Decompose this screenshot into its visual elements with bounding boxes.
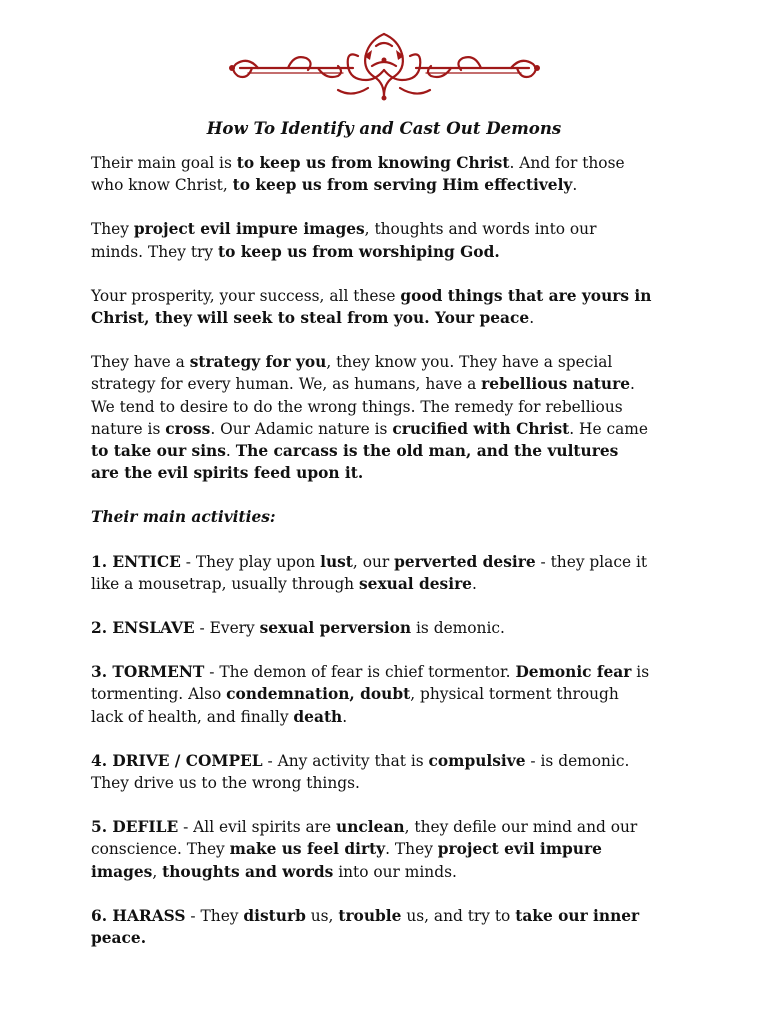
text-run: . xyxy=(471,574,477,593)
text-line xyxy=(91,462,691,484)
list-item-5 xyxy=(91,816,691,883)
bold-text: to take our sins xyxy=(91,442,226,461)
bold-text: The carcass is the old man, and the vultures xyxy=(235,442,619,461)
text-line xyxy=(91,241,691,263)
bold-text: trouble xyxy=(338,906,402,925)
text-run: . xyxy=(225,442,236,461)
text-line xyxy=(91,905,691,927)
text-line xyxy=(91,307,691,329)
list-item-1 xyxy=(91,551,691,595)
bold-text: 6. HARASS xyxy=(91,906,186,925)
text-run: is xyxy=(631,663,650,682)
paragraph-1 xyxy=(91,152,691,196)
text-run: . xyxy=(630,375,635,394)
bold-text: images xyxy=(91,862,153,881)
text-run: - Any activity that is xyxy=(262,751,429,770)
text-run: - They play upon xyxy=(180,552,321,571)
text-run: , xyxy=(152,862,163,881)
text-line xyxy=(91,750,691,772)
text-run: They drive us to the wrong things. xyxy=(91,774,360,793)
text-run: . xyxy=(529,309,535,328)
text-run: , physical torment through xyxy=(410,685,619,704)
text-line xyxy=(91,285,691,307)
bold-text: make us feel dirty xyxy=(229,840,386,859)
bold-text: Their main activities: xyxy=(91,508,276,527)
text-run: . xyxy=(572,176,578,195)
text-line xyxy=(91,373,691,395)
text-run: like a mousetrap, usually through xyxy=(91,574,359,593)
text-run: . xyxy=(342,707,348,726)
bold-text: 4. DRIVE / COMPEL xyxy=(91,751,263,770)
bold-text: 1. ENTICE xyxy=(91,552,181,571)
text-run: - they place it xyxy=(535,552,648,571)
bold-text: compulsive xyxy=(428,751,526,770)
bold-text: strategy for you xyxy=(189,353,327,372)
text-line xyxy=(91,861,691,883)
text-run: lack of health, and finally xyxy=(91,707,294,726)
text-run: conscience. They xyxy=(91,840,230,859)
text-line xyxy=(91,838,691,860)
text-run: strategy for every human. We, as humans, have a xyxy=(91,375,482,394)
bold-text: perverted desire xyxy=(394,552,536,571)
bold-text: Demonic fear xyxy=(515,663,632,682)
text-line xyxy=(91,661,691,683)
bold-text: Christ, they will seek to steal from you. Your peace xyxy=(91,309,530,328)
text-run: . They xyxy=(385,840,438,859)
bold-text: thoughts and words xyxy=(162,862,334,881)
bold-text: 2. ENSLAVE xyxy=(91,619,195,638)
bold-text: 5. DEFILE xyxy=(91,818,179,837)
text-run: We tend to desire to do the wrong things. The remedy for rebellious xyxy=(91,397,623,416)
section-heading xyxy=(91,506,691,528)
text-line xyxy=(91,440,691,462)
text-run: nature is xyxy=(91,419,166,438)
text-run: . And for those xyxy=(509,154,625,172)
text-line xyxy=(91,573,691,595)
text-run: us, xyxy=(305,906,339,925)
text-line xyxy=(91,351,691,373)
paragraph-2 xyxy=(91,218,691,262)
text-run: . He came xyxy=(569,419,648,438)
paragraph-3 xyxy=(91,285,691,329)
text-line xyxy=(91,506,691,528)
text-line xyxy=(91,772,691,794)
text-run: They xyxy=(91,220,134,239)
text-run: , thoughts and words into our xyxy=(364,220,597,239)
text-run: - is demonic. xyxy=(525,751,630,770)
text-run: They have a xyxy=(91,353,190,372)
bold-text: unclean xyxy=(336,818,405,837)
text-run: - All evil spirits are xyxy=(178,818,337,837)
bold-text: death xyxy=(293,707,343,726)
document-body xyxy=(91,152,691,971)
text-line xyxy=(91,683,691,705)
text-line xyxy=(91,551,691,573)
text-line xyxy=(91,174,691,196)
text-run: Your prosperity, your success, all these xyxy=(91,286,401,305)
text-line xyxy=(91,927,691,949)
text-run: , they defile our mind and our xyxy=(404,818,638,837)
document-title: How To Identify and Cast Out Demons xyxy=(206,118,562,138)
bold-text: sexual desire xyxy=(359,574,472,593)
text-run: minds. They try xyxy=(91,242,218,261)
text-run: , our xyxy=(352,552,395,571)
text-run: , they know you. They have a special xyxy=(326,353,613,372)
list-item-6 xyxy=(91,905,691,949)
paragraph-4 xyxy=(91,351,691,484)
text-line xyxy=(91,152,691,174)
text-run: tormenting. Also xyxy=(91,685,227,704)
bold-text: project evil impure xyxy=(437,840,602,859)
text-run: . Our Adamic nature is xyxy=(210,419,393,438)
list-item-4 xyxy=(91,750,691,794)
bold-text: project evil impure images xyxy=(133,220,365,239)
text-line xyxy=(91,617,691,639)
text-run: who know Christ, xyxy=(91,176,233,195)
text-run: into our minds. xyxy=(333,862,457,881)
bold-text: to keep us from worshiping God. xyxy=(217,242,500,261)
text-line xyxy=(91,816,691,838)
text-run: - They xyxy=(185,906,244,925)
text-run: Their main goal is xyxy=(91,154,237,172)
bold-text: take our inner xyxy=(515,906,640,925)
list-item-3 xyxy=(91,661,691,728)
bold-text: to keep us from knowing Christ xyxy=(236,154,510,172)
text-line xyxy=(91,706,691,728)
bold-text: to keep us from serving Him effectively xyxy=(232,176,573,195)
text-run: is demonic. xyxy=(411,619,505,638)
text-line xyxy=(91,418,691,440)
bold-text: sexual perversion xyxy=(259,619,412,638)
bold-text: 3. TORMENT xyxy=(91,663,205,682)
bold-text: rebellious nature xyxy=(481,375,631,394)
text-run: us, and try to xyxy=(401,906,516,925)
bold-text: condemnation, doubt xyxy=(226,685,411,704)
bold-text: good things that are yours in xyxy=(400,286,652,305)
text-line xyxy=(91,396,691,418)
text-run: - The demon of fear is chief tormentor. xyxy=(204,663,516,682)
text-line xyxy=(91,218,691,240)
bold-text: peace. xyxy=(91,929,147,948)
bold-text: disturb xyxy=(243,906,306,925)
ornamental-divider-icon xyxy=(218,26,551,104)
bold-text: are the evil spirits feed upon it. xyxy=(91,464,364,483)
text-run: - Every xyxy=(194,619,260,638)
bold-text: crucified with Christ xyxy=(392,419,570,438)
bold-text: cross xyxy=(165,419,211,438)
bold-text: lust xyxy=(320,552,353,571)
list-item-2 xyxy=(91,617,691,639)
